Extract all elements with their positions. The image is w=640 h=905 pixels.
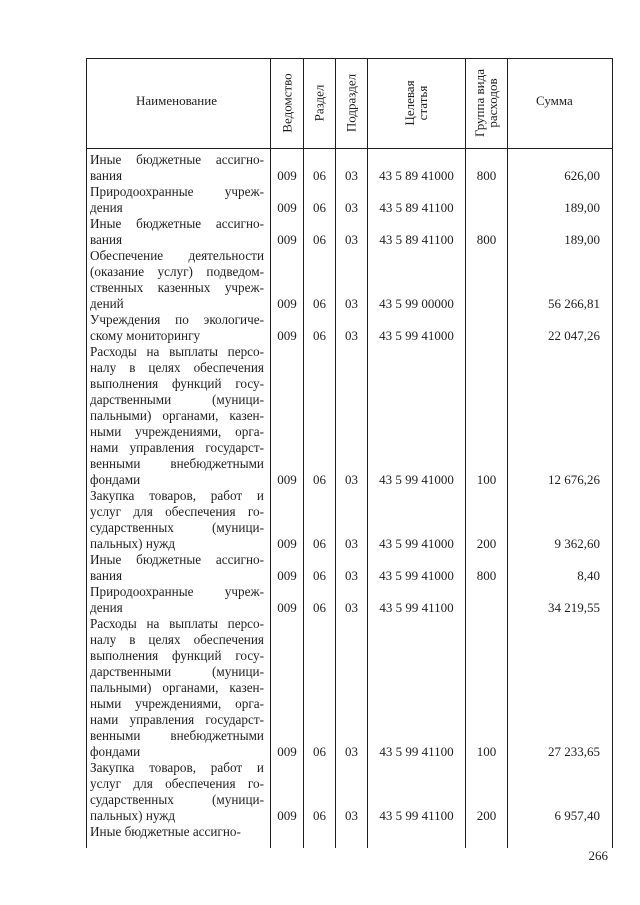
section-cell: 06 — [313, 568, 326, 583]
amount-cell: 9 362,60 — [554, 536, 600, 551]
expense-group-cell: 100 — [476, 472, 497, 487]
row-name-line: выполнения функций госу- — [90, 376, 264, 391]
header-ministry: Ведомство — [279, 73, 295, 133]
row-name-line: Иные бюджетные ассигно- — [90, 152, 264, 167]
row-name-line: сударственных (муници- — [90, 792, 264, 807]
table-top-rule — [86, 58, 613, 59]
target-article-cell: 43 5 99 41000 — [379, 568, 454, 583]
row-name-line: Природоохранные учреж- — [90, 184, 264, 199]
row-name-line: Расходы на выплаты персо- — [90, 616, 264, 631]
row-name-line: сударственных (муници- — [90, 520, 264, 535]
amount-cell: 34 219,55 — [548, 600, 600, 615]
section-cell: 06 — [313, 296, 326, 311]
row-name-line: вания — [90, 568, 123, 583]
target-article-cell: 43 5 99 41000 — [379, 472, 454, 487]
expense-group-cell: 200 — [476, 536, 497, 551]
row-name-line: дения — [90, 200, 123, 215]
header-expense-group-line: Группа вида — [472, 69, 487, 137]
row-name-line: дарственными (муници- — [90, 392, 264, 407]
section-cell: 06 — [313, 232, 326, 247]
header-expense-group — [473, 69, 499, 137]
header-target-article — [403, 80, 429, 125]
expense-group-cell: 800 — [476, 568, 497, 583]
header-target-line: статья — [415, 85, 430, 121]
row-name-line: пальных) нужд — [90, 536, 176, 551]
target-article-cell: 43 5 99 41100 — [379, 744, 454, 759]
subsection-cell: 03 — [345, 296, 358, 311]
subsection-cell: 03 — [345, 472, 358, 487]
table-left-border — [86, 58, 87, 848]
row-name-line: дарственными (муници- — [90, 664, 264, 679]
row-name-line: Закупка товаров, работ и — [90, 488, 264, 503]
subsection-cell: 03 — [345, 568, 358, 583]
header-subsection: Подраздел — [343, 73, 359, 133]
subsection-cell: 03 — [345, 168, 358, 183]
amount-cell: 6 957,40 — [554, 808, 600, 823]
target-article-cell: 43 5 89 41100 — [379, 232, 454, 247]
row-name-line: фондами — [90, 744, 141, 759]
row-name-line: нами управления государст- — [90, 712, 264, 727]
row-name-line: налу в целях обеспечения — [90, 632, 264, 647]
ministry-cell: 009 — [277, 328, 297, 343]
section-cell: 06 — [313, 168, 326, 183]
ministry-cell: 009 — [277, 168, 297, 183]
row-name-line: выполнения функций госу- — [90, 648, 264, 663]
subsection-cell: 03 — [345, 600, 358, 615]
header-name: Наименование — [136, 93, 217, 108]
row-name-line: ственных казенных учреж- — [90, 280, 264, 295]
row-name-line: Закупка товаров, работ и — [90, 760, 264, 775]
header-target-line: Целевая — [402, 80, 417, 126]
target-article-cell: 43 5 99 00000 — [379, 296, 454, 311]
header-section: Раздел — [311, 84, 327, 122]
row-name-line: услуг для обеспечения го- — [90, 504, 264, 519]
subsection-cell: 03 — [345, 200, 358, 215]
row-name-line: Учреждения по экологиче- — [90, 312, 264, 327]
amount-cell: 189,00 — [564, 200, 600, 215]
subsection-cell: 03 — [345, 744, 358, 759]
section-cell: 06 — [313, 536, 326, 551]
row-name-line: венными внебюджетными — [90, 456, 264, 471]
row-name-line: Природоохранные учреж- — [90, 584, 264, 599]
row-name-line: дений — [90, 296, 124, 311]
amount-cell: 27 233,65 — [548, 744, 600, 759]
row-name-line: дения — [90, 600, 123, 615]
section-cell: 06 — [313, 200, 326, 215]
ministry-cell: 009 — [277, 536, 297, 551]
subsection-cell: 03 — [345, 536, 358, 551]
row-name-line: Обеспечение деятельности — [90, 248, 264, 263]
row-name-line: пальных) нужд — [90, 808, 176, 823]
section-cell: 06 — [313, 744, 326, 759]
row-name-line: (оказание услуг) подведом- — [90, 264, 264, 279]
row-name-line: ными учреждениями, орга- — [90, 424, 264, 439]
row-name-line: пальными) органами, казен- — [90, 408, 264, 423]
target-article-cell: 43 5 99 41100 — [379, 808, 454, 823]
ministry-cell: 009 — [277, 600, 297, 615]
row-name-line: венными внебюджетными — [90, 728, 264, 743]
ministry-cell: 009 — [277, 296, 297, 311]
table-right-border — [612, 58, 613, 848]
section-cell: 06 — [313, 472, 326, 487]
row-name-line: скому мониторингу — [90, 328, 201, 343]
section-cell: 06 — [313, 808, 326, 823]
expense-group-cell: 800 — [476, 168, 497, 183]
header-bottom-rule — [86, 148, 613, 149]
subsection-cell: 03 — [345, 328, 358, 343]
row-name-line: нами управления государст- — [90, 440, 264, 455]
subsection-cell: 03 — [345, 808, 358, 823]
section-cell: 06 — [313, 328, 326, 343]
amount-cell: 22 047,26 — [548, 328, 600, 343]
target-article-cell: 43 5 89 41100 — [379, 200, 454, 215]
row-name-line: вания — [90, 168, 123, 183]
header-expense-group-line: расходов — [485, 78, 500, 128]
ministry-cell: 009 — [277, 808, 297, 823]
page-number: 266 — [588, 848, 608, 863]
row-name-line: Иные бюджетные ассигно- — [90, 216, 264, 231]
row-name-line: Иные бюджетные ассигно- — [90, 824, 241, 839]
row-name-line: фондами — [90, 472, 141, 487]
section-cell: 06 — [313, 600, 326, 615]
amount-cell: 626,00 — [564, 168, 600, 183]
subsection-cell: 03 — [345, 232, 358, 247]
header-sum: Сумма — [536, 93, 573, 108]
amount-cell: 12 676,26 — [548, 472, 600, 487]
ministry-cell: 009 — [277, 744, 297, 759]
row-name-line: пальными) органами, казен- — [90, 680, 264, 695]
target-article-cell: 43 5 99 41000 — [379, 328, 454, 343]
ministry-cell: 009 — [277, 472, 297, 487]
row-name-line: ными учреждениями, орга- — [90, 696, 264, 711]
row-name-line: налу в целях обеспечения — [90, 360, 264, 375]
row-name-line: услуг для обеспечения го- — [90, 776, 264, 791]
row-name-line: вания — [90, 232, 123, 247]
target-article-cell: 43 5 99 41000 — [379, 536, 454, 551]
expense-group-cell: 800 — [476, 232, 497, 247]
row-name-line: Иные бюджетные ассигно- — [90, 552, 264, 567]
amount-cell: 189,00 — [564, 232, 600, 247]
row-name-line: Расходы на выплаты персо- — [90, 344, 264, 359]
ministry-cell: 009 — [277, 568, 297, 583]
target-article-cell: 43 5 89 41000 — [379, 168, 454, 183]
target-article-cell: 43 5 99 41100 — [379, 600, 454, 615]
amount-cell: 56 266,81 — [548, 296, 600, 311]
expense-group-cell: 200 — [476, 808, 497, 823]
ministry-cell: 009 — [277, 200, 297, 215]
amount-cell: 8,40 — [577, 568, 600, 583]
expense-group-cell: 100 — [476, 744, 497, 759]
ministry-cell: 009 — [277, 232, 297, 247]
